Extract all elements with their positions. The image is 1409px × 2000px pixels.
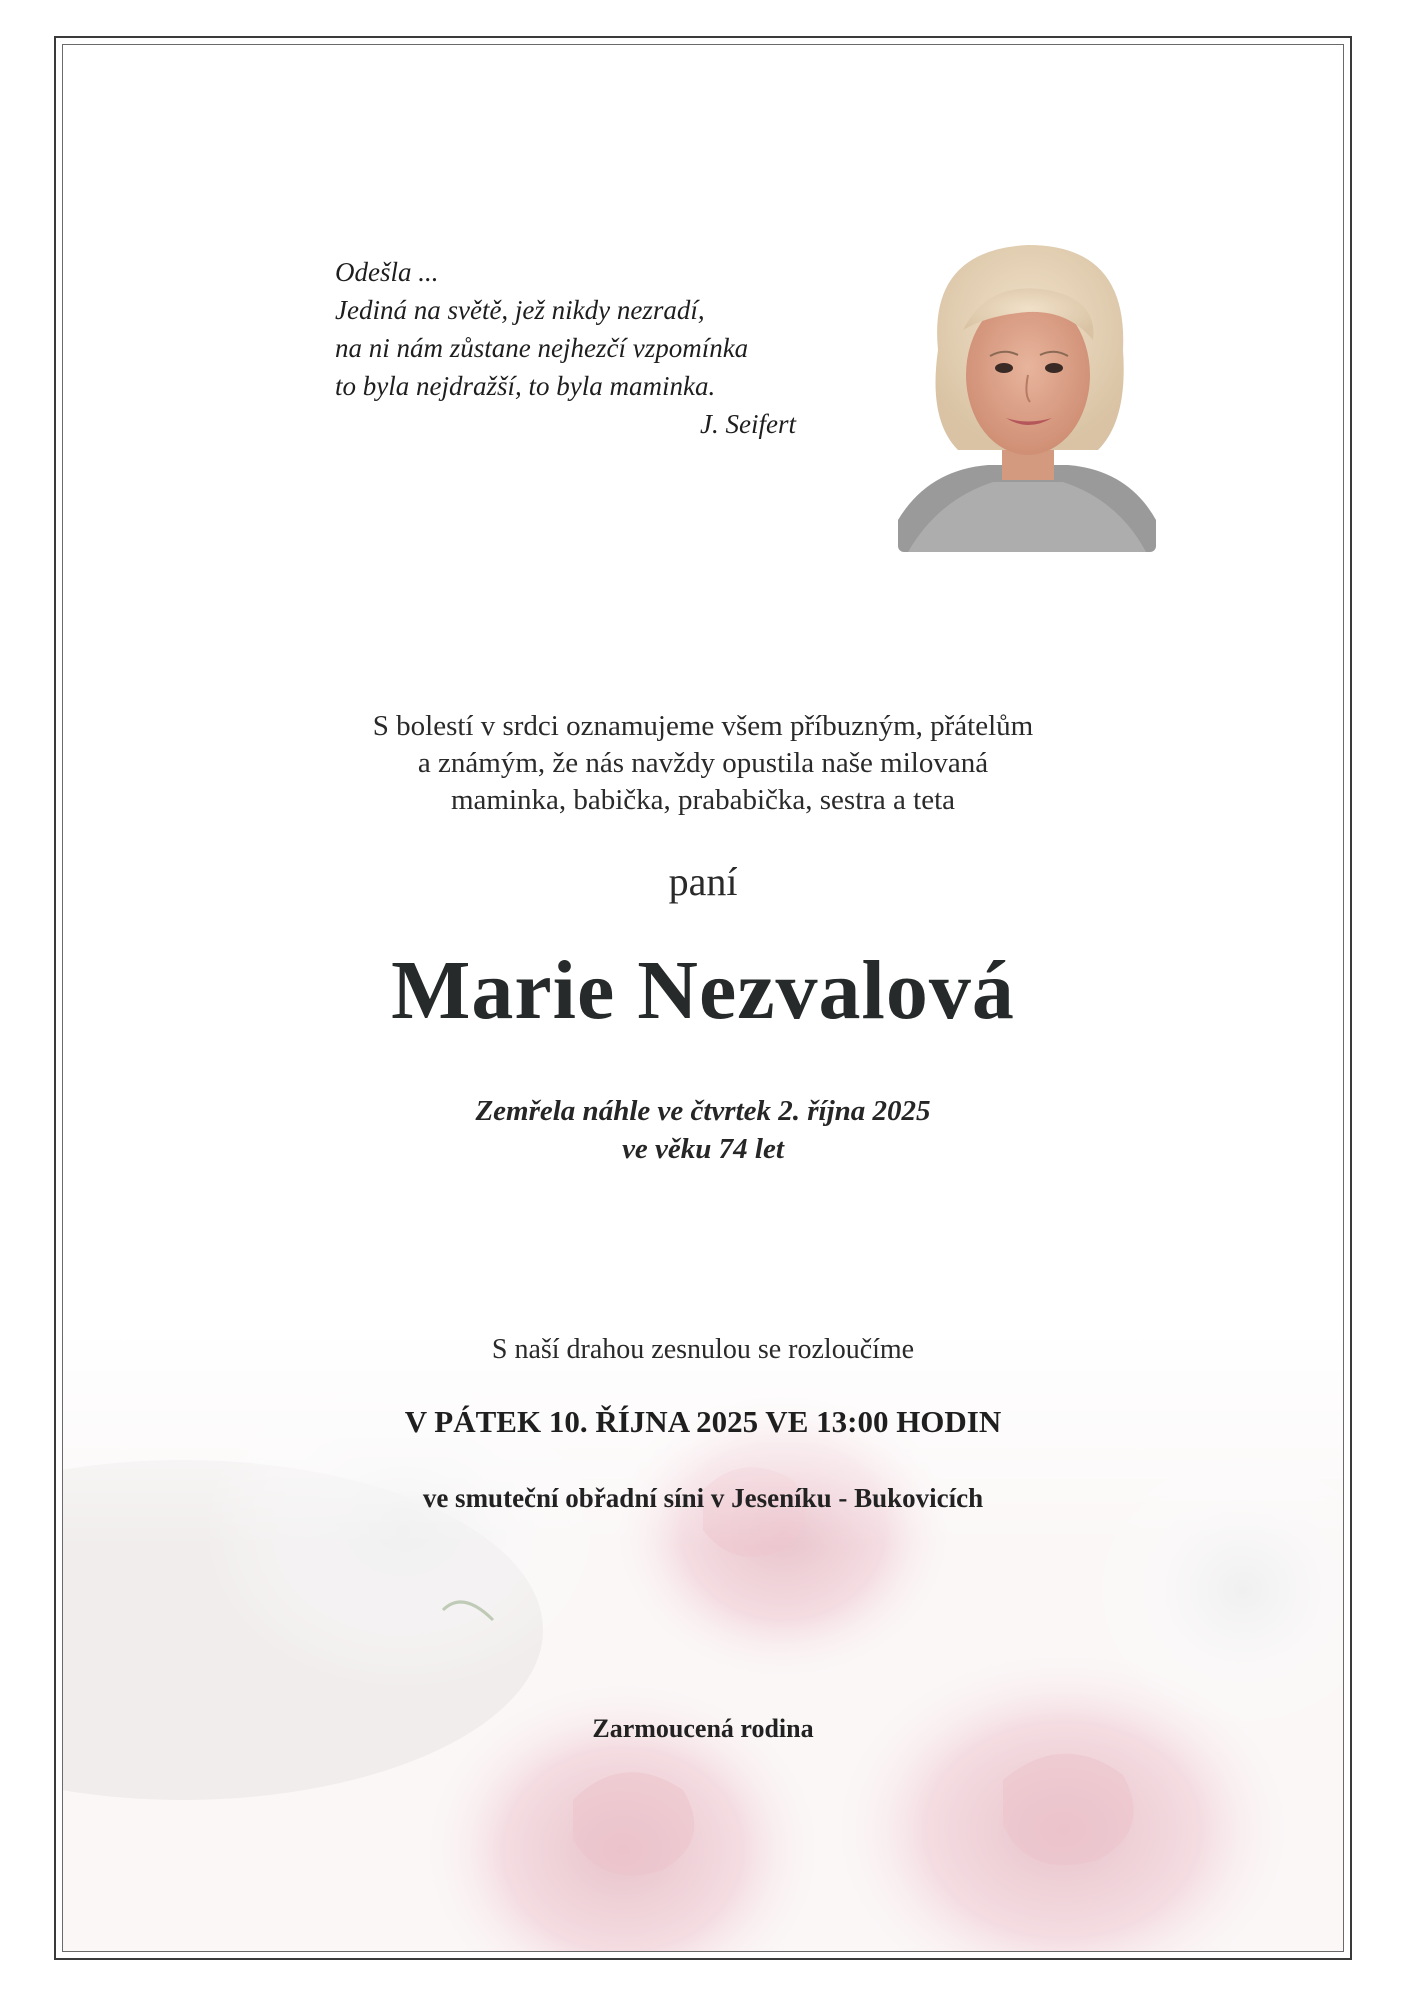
motto-quote bbox=[335, 253, 855, 443]
death-age: ve věku 74 let bbox=[622, 1133, 784, 1165]
motto-line: Odešla ... bbox=[335, 257, 439, 287]
death-info bbox=[63, 1092, 1343, 1168]
motto-line: na ni nám zůstane nejhezčí vzpomínka bbox=[335, 333, 749, 363]
announcement-text bbox=[63, 708, 1343, 819]
announcement-line: S bolestí v srdci oznamujeme všem příbuzným, přátelům bbox=[372, 710, 1034, 742]
announcement-line: maminka, babička, prababička, sestra a teta bbox=[450, 784, 956, 816]
motto-line: to byla nejdražší, to byla maminka. bbox=[335, 371, 716, 401]
farewell-text: S naší drahou zesnulou se rozloučíme bbox=[491, 1334, 915, 1365]
motto-author: J. Seifert bbox=[700, 409, 796, 439]
motto-line: Jediná na světě, jež nikdy nezradí, bbox=[335, 295, 705, 325]
family-signature: Zarmoucená rodina bbox=[592, 1714, 814, 1743]
ceremony-datetime: V PÁTEK 10. ŘÍJNA 2025 VE 13:00 HODIN bbox=[404, 1404, 1002, 1439]
honorific: paní bbox=[668, 859, 738, 904]
announcement-line: a známým, že nás navždy opustila naše milovaná bbox=[417, 747, 989, 779]
death-date: Zemřela náhle ve čtvrtek 2. října 2025 bbox=[475, 1095, 931, 1127]
deceased-name: Marie Nezvalová bbox=[391, 944, 1015, 1037]
portrait-photo bbox=[898, 220, 1156, 552]
ceremony-place: ve smuteční obřadní síni v Jeseníku - Bukovicích bbox=[422, 1483, 984, 1513]
